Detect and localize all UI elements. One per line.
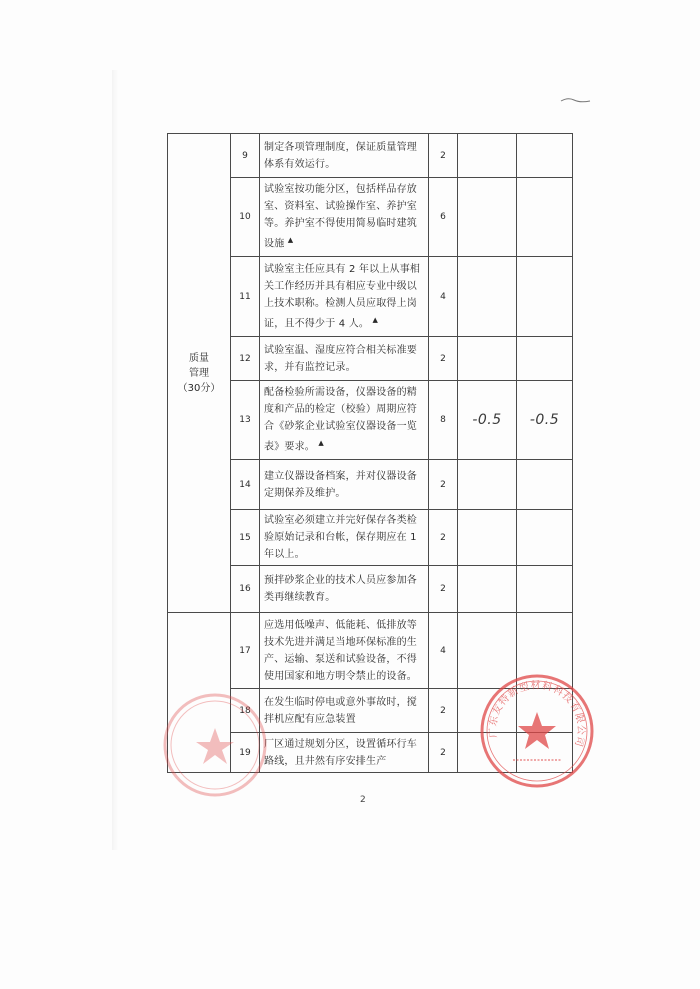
- row-requirement: 配备检验所需设备，仪器设备的精度和产品的检定（校验）周期应符合《砂浆企业试验室仪器设备一览表》要求。 ▲: [260, 381, 429, 460]
- row-requirement: 试验室必须建立并完好保存各类检验原始记录和台帐，保存期应在 1 年以上。: [260, 510, 429, 566]
- row-deduction-1: [458, 460, 517, 510]
- key-item-mark: ▲: [318, 439, 324, 448]
- row-number: 16: [231, 566, 260, 613]
- row-number: 14: [231, 460, 260, 510]
- row-requirement: 在发生临时停电或意外事故时，搅拌机应配有应急装置: [260, 689, 429, 733]
- row-score: 2: [429, 689, 458, 733]
- category-name-line1: 质量: [189, 352, 209, 364]
- row-number: 15: [231, 510, 260, 566]
- row-requirement: 试验室温、湿度应符合相关标准要求，并有监控记录。: [260, 337, 429, 381]
- row-score: 2: [429, 460, 458, 510]
- row-score: 2: [429, 566, 458, 613]
- key-item-mark: ▲: [372, 315, 379, 324]
- row-deduction-2: [517, 460, 573, 510]
- row-number: 10: [231, 178, 260, 257]
- row-deduction-2: [517, 337, 573, 381]
- seal-text: 广东友特新型材料科技有限公司: [487, 680, 587, 749]
- scan-artifact-mark: [560, 96, 592, 104]
- row-requirement: 试验室主任应具有 2 年以上从事相关工作经历并具有相应专业中级以上技术职称。检测人员应取得上岗证，且不得少于 4 人。 ▲: [260, 257, 429, 337]
- row-requirement: 试验室按功能分区，包括样品存放室、资料室、试验操作室、养护室等。养护室不得使用简易临时建筑设施 ▲: [260, 178, 429, 257]
- row-deduction-1: [458, 178, 517, 257]
- row-score: 2: [429, 337, 458, 381]
- row-deduction-2: [517, 257, 573, 337]
- row-score: 2: [429, 733, 458, 773]
- row-score: 4: [429, 257, 458, 337]
- row-number: 13: [231, 381, 260, 460]
- row-deduction-2: [517, 510, 573, 566]
- row-number: 9: [231, 134, 260, 178]
- category-points: （30分）: [177, 382, 221, 394]
- table-row: [168, 134, 573, 178]
- row-deduction-2: [517, 566, 573, 613]
- row-number: 18: [231, 689, 260, 733]
- row-score: 4: [429, 613, 458, 689]
- row-requirement: 预拌砂浆企业的技术人员应参加各类再继续教育。: [260, 566, 429, 613]
- category-cell: [168, 134, 231, 613]
- category-name-line2: 管理: [189, 367, 209, 379]
- row-number: 19: [231, 733, 260, 773]
- row-deduction-2: [517, 134, 573, 178]
- row-deduction-1: [458, 337, 517, 381]
- row-deduction-1: [458, 510, 517, 566]
- row-deduction-1: [458, 134, 517, 178]
- row-deduction-1: [458, 257, 517, 337]
- row-deduction-2: [517, 178, 573, 257]
- row-score: 8: [429, 381, 458, 460]
- row-number: 17: [231, 613, 260, 689]
- handwritten-deduction-1: -0.5: [458, 381, 517, 460]
- handwritten-deduction-2: -0.5: [517, 381, 573, 460]
- row-number: 12: [231, 337, 260, 381]
- row-score: 2: [429, 134, 458, 178]
- row-number: 11: [231, 257, 260, 337]
- partial-company-seal: [160, 690, 270, 800]
- scan-shadow: [112, 70, 118, 850]
- page-number: 2: [360, 795, 366, 805]
- company-seal: [478, 672, 596, 790]
- row-requirement: 建立仪器设备档案，并对仪器设备定期保养及维护。: [260, 460, 429, 510]
- row-score: 2: [429, 510, 458, 566]
- row-requirement: 制定各项管理制度，保证质量管理体系有效运行。: [260, 134, 429, 178]
- row-score: 6: [429, 178, 458, 257]
- row-deduction-1: [458, 566, 517, 613]
- row-requirement: 厂区通过规划分区，设置循环行车路线，且井然有序安排生产: [260, 733, 429, 773]
- row-requirement: 应选用低噪声、低能耗、低排放等技术先进并满足当地环保标准的生产、运输、泵送和试验设备，不得使用国家和地方明令禁止的设备。: [260, 613, 429, 689]
- key-item-mark: ▲: [287, 236, 294, 245]
